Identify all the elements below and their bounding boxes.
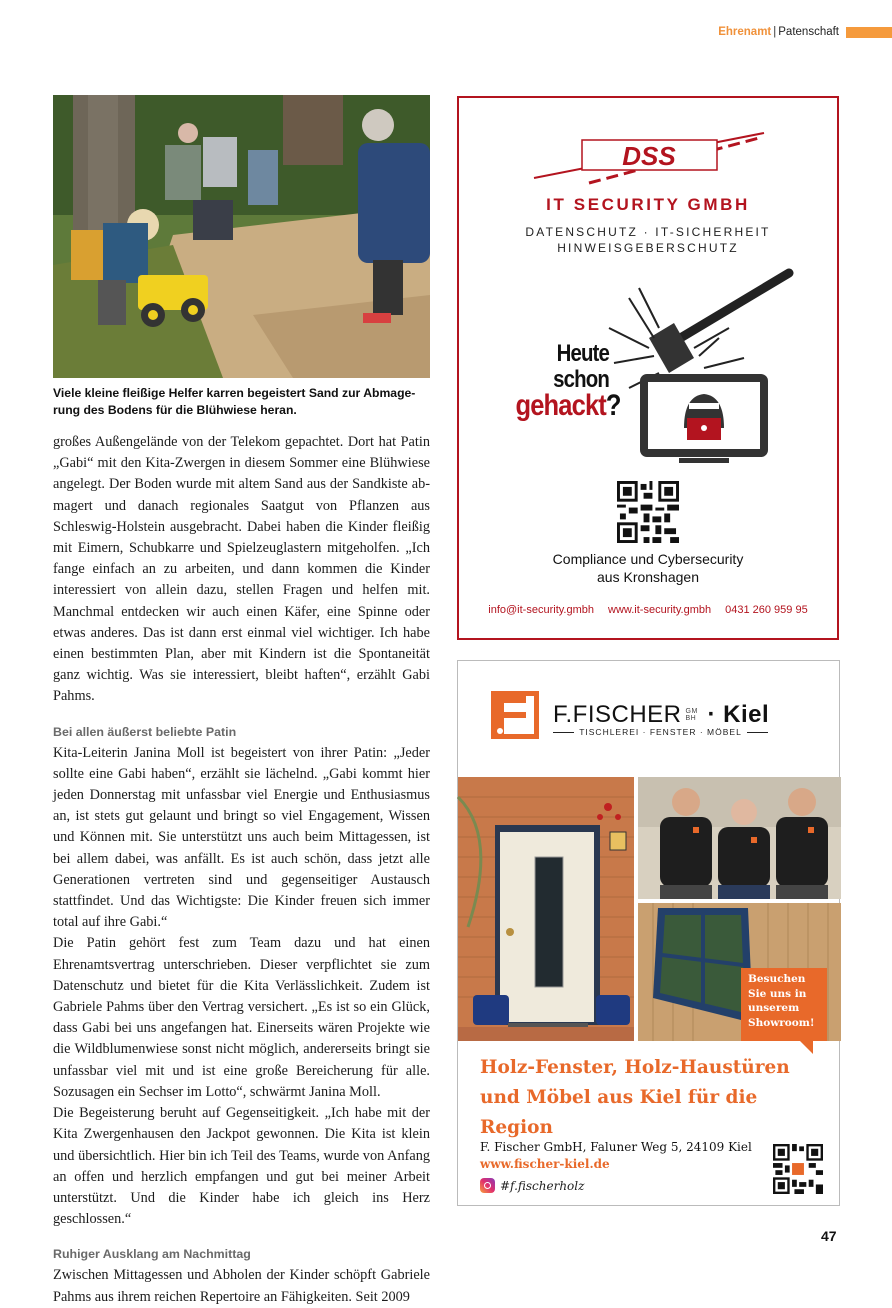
dss-logo-text: DSS <box>622 141 676 171</box>
fischer-logo-icon <box>491 691 539 739</box>
advertisement-dss[interactable] <box>457 96 839 640</box>
fischer-instagram[interactable] <box>480 1178 584 1193</box>
article-paragraph: Die Patin gehört fest zum Team dazu und hat einen Ehrenamtsvertrag unterschrieben. Dieser verpflichtet sie zum Datenschutz und bietet für die Kita Verlässlichkeit. Zudem ist Gabriele Pahms über den Vertrag versichert. „Es ist so ein Glück, dass Gabi bei uns angefangen hat. Einerseits wären Projekte wie die Wildblumenwiese sonst nicht möglich, andererseits bringt sie unfassbar viel mit und ist eine große Bereicherung für alle. Sozusagen ein Sechser im Lotto“, schwärmt Janina Moll. <box>53 935 430 1100</box>
dss-company-name: IT SECURITY GMBH <box>546 195 750 214</box>
fischer-qr-code-icon[interactable] <box>773 1144 823 1194</box>
photo-illustration <box>53 95 430 378</box>
header-accent-bar <box>846 27 892 38</box>
dss-email-link[interactable]: info@it-security.gmbh <box>488 604 595 616</box>
headline-line-1: Holz-Fenster, Holz-Haustüren <box>480 1057 790 1078</box>
gmbh-top: GM <box>685 708 698 715</box>
article-paragraph: großes Außengelände von der Telekom gepachtet. Dort hat Patin „Gabi“ mit den Kita-Zwergen in diesem Sommer eine Blühwiese angelegt. Der Boden wurde mit altem Sand aus der Sandkiste abmagert und danach regionales Saatgut von Pflanzen aus Schleswig-Holstein ausgebracht. Dabei haben die Kinder fleißig mit Eimern, Schubkarre und Spielzeuglastern mitgeholfen. „Ich fange einfach an zu arbeiten, und dann kommen die Kinder interessiert von allein dazu, stellen Fragen und helfen mit. Manchmal entdecken wir auch einen Käfer, eine Spinne oder etwas anderes. Das ist dann erst einmal viel wichtiger. Ich habe einen bestimmten Plan, aber mit Kindern ist die Spontaneität ganz wichtig. Was sie interessiert, bleibt haften“, erzählt Gabi Pahms. <box>53 434 430 705</box>
door-photo <box>458 777 634 1041</box>
dss-qr-code-icon[interactable] <box>617 481 679 543</box>
fischer-address: F. Fischer GmbH, Faluner Weg 5, 24109 Kiel <box>480 1140 752 1154</box>
fischer-tagline <box>553 727 768 737</box>
team-photo <box>638 777 841 899</box>
door-photo-illustration <box>458 777 634 1041</box>
tagline-text: TISCHLEREI · FENSTER · MÖBEL <box>579 727 742 737</box>
subsection-label: Patenschaft <box>778 26 839 38</box>
tagline-rule <box>747 732 768 733</box>
article-photo <box>53 95 430 378</box>
dss-contact-row <box>459 604 837 616</box>
dss-services-line-1: DATENSCHUTZ · IT-SICHERHEIT <box>525 225 771 239</box>
article-paragraph: Zwischen Mittagessen und Abholen der Kinder schöpft Gabriele Pahms aus ihrem reichen Repertoire an Fähigkeiten. Seit 2009 <box>53 1267 430 1305</box>
fischer-company-name <box>553 701 769 729</box>
tagline-rule <box>553 732 574 733</box>
dss-slogan <box>515 340 621 422</box>
running-header <box>718 25 892 39</box>
photo-caption: Viele kleine fleißige Helfer karren begeistert Sand zur Abmage-rung des Bodens für die Blühwiese heran. <box>53 386 416 417</box>
slogan-question-mark: ? <box>605 389 621 422</box>
dss-phone[interactable]: 0431 260 959 95 <box>725 604 808 616</box>
gmbh-bottom: BH <box>685 715 697 722</box>
fischer-website-link[interactable]: www.fischer-kiel.de <box>480 1157 610 1171</box>
dss-logo-icon <box>529 128 769 188</box>
tagline-line-1: Compliance und Cybersecurity <box>552 551 744 567</box>
fischer-name: F.FISCHER <box>553 701 682 728</box>
article-subheading: Ruhiger Ausklang am Nachmittag <box>53 1247 251 1262</box>
article-paragraph: Die Begeisterung beruht auf Gegenseitigkeit. „Ich habe mit der Kita Zwergenhausen den Jackpot gewonnen. Die Kita ist klein und übersichtlich. Hier bin ich Teil des Teams, wurde von Anfang an offen und herzlich empfangen und gut bei meiner Arbeit unterstützt. Und die Kinder habe ich gleich ins Herz geschlossen.“ <box>53 1105 430 1228</box>
article-body <box>53 432 430 1308</box>
section-label: Ehrenamt <box>718 26 772 38</box>
instagram-handle[interactable]: #f.fischerholz <box>500 1178 585 1193</box>
slogan-line-1: Heute <box>556 340 609 367</box>
slogan-line-2: schon <box>553 366 609 393</box>
fischer-headline <box>480 1053 825 1143</box>
tagline-line-2: aus Kronshagen <box>597 569 699 585</box>
article-subheading: Bei allen äußerst beliebte Patin <box>53 724 237 739</box>
fischer-city: · Kiel <box>707 701 770 728</box>
dss-services-line-2: HINWEISGEBERSCHUTZ <box>557 241 739 255</box>
showroom-badge: Besuchen Sie uns in unserem Showroom! <box>741 968 827 1041</box>
instagram-icon <box>480 1178 495 1193</box>
advertisement-fischer[interactable] <box>457 660 840 1206</box>
slogan-line-3: gehackt <box>515 389 606 422</box>
dss-tagline <box>459 550 837 586</box>
headline-line-2: und Möbel aus Kiel für die Region <box>480 1087 758 1138</box>
fischer-gmbh <box>686 708 704 722</box>
team-photo-illustration <box>638 777 841 899</box>
article-paragraph: Kita-Leiterin Janina Moll ist begeistert von ihrer Patin: „Jeder sollte eine Gabi haben“, erzählt sie lächelnd. „Gabi kommt hier jeden Donnerstag mit unfassbar viel Energie und Enthusiasmus an, ist stets gut gelaunt und bringt so viel Engagement, Wissen und Können mit. Sie unterstützt uns auch beim Mittagessen, ist bei allem dabei, was anfällt. Es ist auch schön, dass jetzt alle Generationen vertreten sind und gegenseitiger Austausch stattfindet. Und das Wichtigste: Die Kinder freuen sich immer total auf ihre Gabi.“ <box>53 744 430 931</box>
header-separator: | <box>773 26 777 38</box>
page-number: 47 <box>821 1228 837 1244</box>
dss-website-link[interactable]: www.it-security.gmbh <box>608 604 712 616</box>
